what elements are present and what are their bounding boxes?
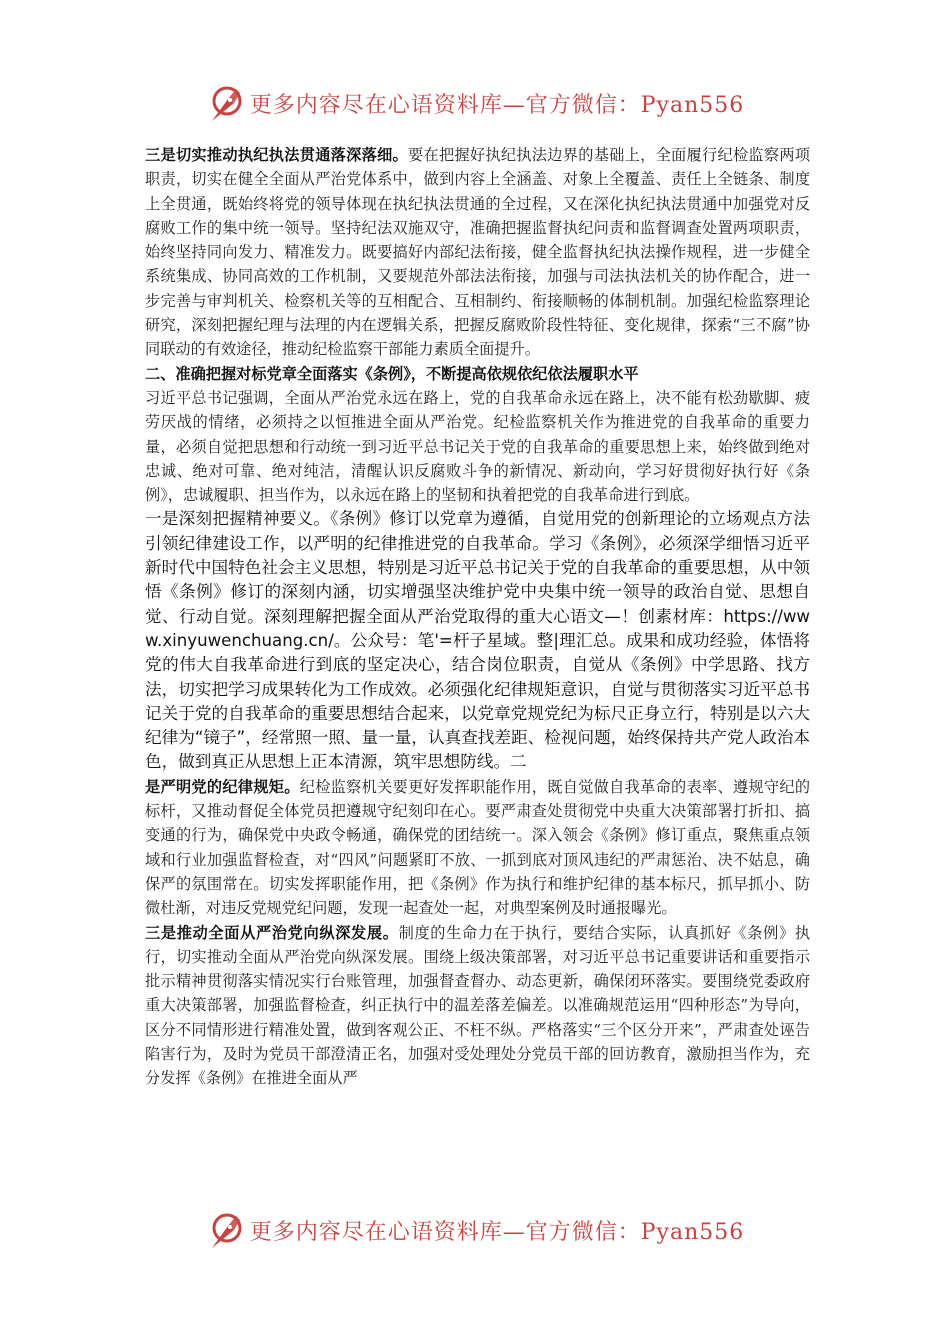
document-body — [145, 143, 810, 1091]
paragraph-1-body: 要在把握好执纪执法边界的基础上，全面履行纪检监察两项职责，切实在健全全面从严治党体系中，做到内容上全涵盖、对象上全覆盖、责任上全链条、制度上全贯通，既始终将党的领导体现在执纪执法贯通的全过程，又在深化执纪执法贯通中加强党对反腐败工作的集中统一领导。坚持纪法双施双守，准确把握监督执纪问责和监督调查处置两项职责，始终坚持同向发力、精准发力。既要搞好内部纪法衔接，健全监督执纪执法操作规程，进一步健全系统集成、协同高效的工作机制，又要规范外部法法衔接，加强与司法执法机关的协作配合，进一步完善与审判机关、检察机关等的互相配合、互相制约、衔接顺畅的体制机制。加强纪检监察理论研究，深刻把握纪理与法理的内在逻辑关系，把握反腐败阶段性特征、变化规律，探索“三不腐”协同联动的有效途径，推动纪检监察干部能力素质全面提升。 — [145, 146, 811, 359]
banner-text: 更多内容尽在心语资料库—官方微信：Pyan556 — [249, 1219, 745, 1245]
banner-text: 更多内容尽在心语资料库—官方微信：Pyan556 — [249, 92, 745, 118]
paragraph-4-body: 纪检监察机关要更好发挥职能作用，既自觉做自我革命的表率、遵规守纪的标杆，又推动督促全体党员把遵规守纪刻印在心。要严肃查处贯彻党中央重大决策部署打折扣、搞变通的行为，确保党中央政令畅通，确保党的团结统一。深入领会《条例》修订重点，聚焦重点领域和行业加强监督检查，对“四风”问题紧盯不放、一抓到底对顶风违纪的严肃惩治、决不姑息，确保严的氛围常在。切实发挥职能作用，把《条例》作为执行和维护纪律的基本标尺，抓早抓小、防微杜渐，对违反党规党纪问题，发现一起查处一起，对典型案例及时通报曝光。 — [145, 777, 811, 918]
header-banner — [0, 78, 950, 128]
paragraph-4-lead: 是严明党的纪律规矩。 — [145, 777, 300, 796]
footer-banner — [0, 1205, 950, 1255]
pen-nib-logo-icon — [206, 81, 246, 125]
paragraph-4 — [145, 775, 810, 921]
paragraph-5-body: 制度的生命力在于执行，要结合实际，认真抓好《条例》执行，切实推动全面从严治党向纵深发展。围绕上级决策部署，对习近平总书记重要讲话和重要指示批示精神贯彻落实情况实行台账管理，加强督查督办、动态更新，确保闭环落实。要围绕党委政府重大决策部署，加强监督检查，纠正执行中的温差落差偏差。以准确规范运用“四种形态”为导向，区分不同情形进行精准处置，做到客观公正、不枉不纵。严格落实“三个区分开来”，严肃查处诬告陷害行为，及时为党员干部澄清正名，加强对受处理处分党员干部的回访教育，激励担当作为，充分发挥《条例》在推进全面从严 — [145, 923, 811, 1088]
paragraph-1-lead: 三是切实推动执纪执法贯通落深落细。 — [145, 146, 409, 164]
paragraph-1 — [145, 143, 810, 362]
paragraph-3: 一是深刻把握精神要义。《条例》修订以党章为遵循，自觉用党的创新理论的立场观点方法引领纪律建设工作，以严明的纪律推进党的自我革命。学习《条例》，必须深学细悟习近平新时代中国特色社会主义思想，特别是习近平总书记关于党的自我革命的重要思想，从中领悟《条例》修订的深刻内涵，切实增强坚决维护党中央集中统一领导的政治自觉、思想自觉、行动自觉。深刻理解把握全面从严治党取得的重大心语文—！创素材库：https://www.xinyuwenchuang.cn/。公众号：笔'=杆子星域。整|理汇总。成果和成功经验，体悟将党的伟大自我革命进行到底的坚定决心，结合岗位职责，自觉从《条例》中学思路、找方法，切实把学习成果转化为工作成效。必须强化纪律规矩意识，自觉与贯彻落实习近平总书记关于党的自我革命的重要思想结合起来，以党章党规党纪为标尺正身立行，特别是以六大纪律为“镜子”，经常照一照、量一量，认真查找差距、检视问题，始终保持共产党人政治本色，做到真正从思想上正本清源，筑牢思想防线。二 — [145, 509, 810, 772]
section-heading-2: 二、准确把握对标党章全面落实《条例》，不断提高依规依纪依法履职水平 — [145, 364, 639, 383]
paragraph-5-lead: 三是推动全面从严治党向纵深发展。 — [145, 923, 399, 942]
pen-nib-logo-icon — [206, 1208, 246, 1252]
paragraph-5 — [145, 921, 810, 1091]
paragraph-2: 习近平总书记强调，全面从严治党永远在路上，党的自我革命永远在路上，决不能有松劲歇脚、疲劳厌战的情绪，必须持之以恒推进全面从严治党。纪检监察机关作为推进党的自我革命的重要力量，必须自觉把思想和行动统一到习近平总书记关于党的自我革命的重要思想上来，始终做到绝对忠诚、绝对可靠、绝对纯洁，清醒认识反腐败斗争的新情况、新动向，学习好贯彻好执行好《条例》，忠诚履职、担当作为，以永远在路上的坚韧和执着把党的自我革命进行到底。 — [145, 388, 810, 505]
